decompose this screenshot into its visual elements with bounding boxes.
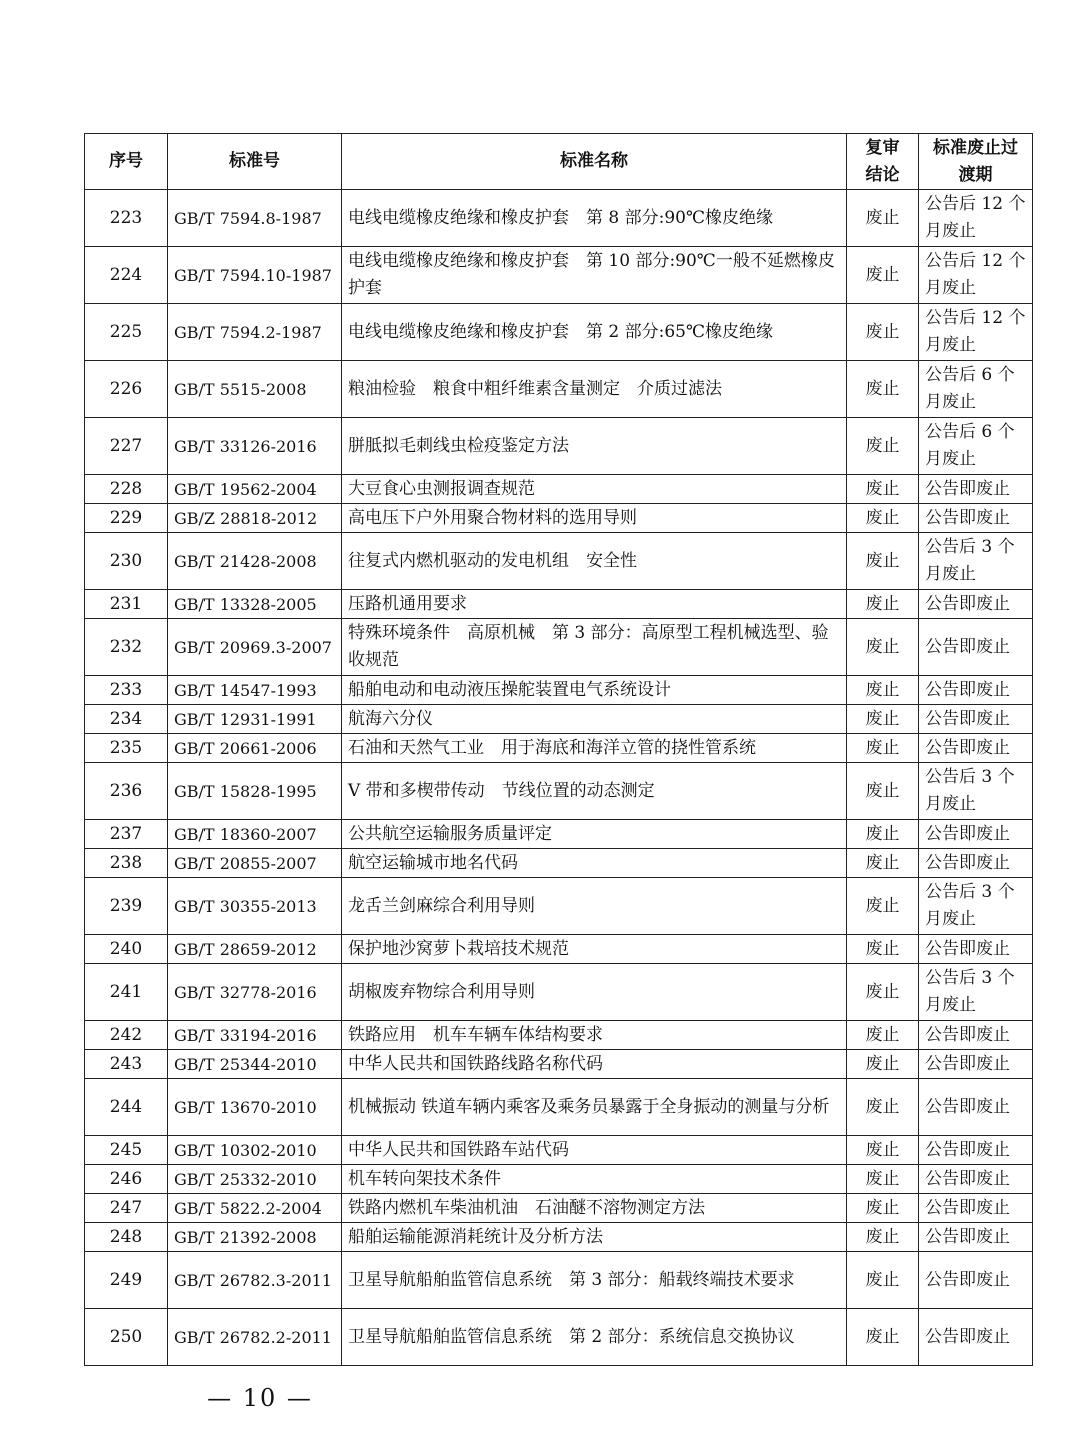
row-seq: 237 [85, 820, 168, 849]
header-seq: 序号 [85, 134, 168, 190]
row-name: 中华人民共和国铁路线路名称代码 [342, 1050, 847, 1079]
row-transition: 公告即废止 [919, 1165, 1033, 1194]
row-conclusion: 废止 [847, 820, 919, 849]
table-row [85, 705, 1033, 734]
row-transition: 公告后 6 个月废止 [919, 418, 1033, 475]
row-seq: 227 [85, 418, 168, 475]
row-conclusion: 废止 [847, 878, 919, 935]
row-seq: 246 [85, 1165, 168, 1194]
row-conclusion: 废止 [847, 763, 919, 820]
row-transition: 公告即废止 [919, 849, 1033, 878]
table-row [85, 964, 1033, 1021]
row-seq: 240 [85, 935, 168, 964]
row-seq: 248 [85, 1223, 168, 1252]
row-seq: 236 [85, 763, 168, 820]
row-name: 机械振动 铁道车辆内乘客及乘务员暴露于全身振动的测量与分析 [342, 1079, 847, 1136]
row-name: 航海六分仪 [342, 705, 847, 734]
row-seq: 243 [85, 1050, 168, 1079]
table-row [85, 619, 1033, 676]
row-seq: 228 [85, 475, 168, 504]
row-seq: 229 [85, 504, 168, 533]
table-row [85, 504, 1033, 533]
table-row [85, 533, 1033, 590]
row-name: 胼胝拟毛刺线虫检疫鉴定方法 [342, 418, 847, 475]
row-code: GB/Z 28818-2012 [168, 504, 342, 533]
row-code: GB/T 18360-2007 [168, 820, 342, 849]
row-conclusion: 废止 [847, 1079, 919, 1136]
row-name: 龙舌兰剑麻综合利用导则 [342, 878, 847, 935]
row-name: V 带和多楔带传动 节线位置的动态测定 [342, 763, 847, 820]
row-name: 铁路应用 机车车辆车体结构要求 [342, 1021, 847, 1050]
standards-table [84, 133, 1033, 1366]
row-name: 粮油检验 粮食中粗纤维素含量测定 介质过滤法 [342, 361, 847, 418]
table-row [85, 1079, 1033, 1136]
row-conclusion: 废止 [847, 361, 919, 418]
row-code: GB/T 25332-2010 [168, 1165, 342, 1194]
page-number: — 10 — [207, 1384, 313, 1412]
row-seq: 224 [85, 247, 168, 304]
row-code: GB/T 21392-2008 [168, 1223, 342, 1252]
table-row [85, 304, 1033, 361]
row-name: 大豆食心虫测报调查规范 [342, 475, 847, 504]
row-code: GB/T 26782.3-2011 [168, 1252, 342, 1309]
row-transition: 公告后 3 个月废止 [919, 964, 1033, 1021]
row-seq: 231 [85, 590, 168, 619]
row-code: GB/T 15828-1995 [168, 763, 342, 820]
row-seq: 234 [85, 705, 168, 734]
row-seq: 233 [85, 676, 168, 705]
row-conclusion: 废止 [847, 1194, 919, 1223]
table-row [85, 418, 1033, 475]
row-name: 特殊环境条件 高原机械 第 3 部分：高原型工程机械选型、验收规范 [342, 619, 847, 676]
row-conclusion: 废止 [847, 1309, 919, 1366]
row-conclusion: 废止 [847, 590, 919, 619]
row-name: 机车转向架技术条件 [342, 1165, 847, 1194]
row-conclusion: 废止 [847, 849, 919, 878]
row-name: 胡椒废弃物综合利用导则 [342, 964, 847, 1021]
row-name: 中华人民共和国铁路车站代码 [342, 1136, 847, 1165]
row-code: GB/T 20969.3-2007 [168, 619, 342, 676]
table-row [85, 849, 1033, 878]
row-code: GB/T 14547-1993 [168, 676, 342, 705]
row-code: GB/T 32778-2016 [168, 964, 342, 1021]
row-transition: 公告即废止 [919, 734, 1033, 763]
header-code: 标准号 [168, 134, 342, 190]
table-row [85, 361, 1033, 418]
row-code: GB/T 10302-2010 [168, 1136, 342, 1165]
row-conclusion: 废止 [847, 504, 919, 533]
row-transition: 公告后 6 个月废止 [919, 361, 1033, 418]
table-body [85, 190, 1033, 1366]
row-seq: 232 [85, 619, 168, 676]
row-name: 电线电缆橡皮绝缘和橡皮护套 第 2 部分:65℃橡皮绝缘 [342, 304, 847, 361]
row-name: 卫星导航船舶监管信息系统 第 2 部分：系统信息交换协议 [342, 1309, 847, 1366]
table-row [85, 1194, 1033, 1223]
row-name: 铁路内燃机车柴油机油 石油醚不溶物测定方法 [342, 1194, 847, 1223]
table-row [85, 676, 1033, 705]
row-transition: 公告后 3 个月废止 [919, 763, 1033, 820]
row-transition: 公告即废止 [919, 1021, 1033, 1050]
table-row [85, 878, 1033, 935]
row-transition: 公告即废止 [919, 590, 1033, 619]
table-row [85, 475, 1033, 504]
row-transition: 公告即废止 [919, 820, 1033, 849]
row-name: 保护地沙窝萝卜栽培技术规范 [342, 935, 847, 964]
row-name: 电线电缆橡皮绝缘和橡皮护套 第 8 部分:90℃橡皮绝缘 [342, 190, 847, 247]
row-seq: 226 [85, 361, 168, 418]
row-code: GB/T 21428-2008 [168, 533, 342, 590]
header-conclusion: 复审结论 [847, 134, 919, 190]
row-transition: 公告即废止 [919, 676, 1033, 705]
row-code: GB/T 20855-2007 [168, 849, 342, 878]
table-header-row [85, 134, 1033, 190]
row-name: 卫星导航船舶监管信息系统 第 3 部分：船载终端技术要求 [342, 1252, 847, 1309]
row-code: GB/T 33126-2016 [168, 418, 342, 475]
header-transition: 标准废止过渡期 [919, 134, 1033, 190]
row-name: 石油和天然气工业 用于海底和海洋立管的挠性管系统 [342, 734, 847, 763]
row-conclusion: 废止 [847, 1223, 919, 1252]
row-conclusion: 废止 [847, 1050, 919, 1079]
row-code: GB/T 7594.8-1987 [168, 190, 342, 247]
row-seq: 225 [85, 304, 168, 361]
row-code: GB/T 13670-2010 [168, 1079, 342, 1136]
row-transition: 公告后 3 个月废止 [919, 878, 1033, 935]
row-code: GB/T 5515-2008 [168, 361, 342, 418]
row-name: 船舶电动和电动液压操舵装置电气系统设计 [342, 676, 847, 705]
row-seq: 244 [85, 1079, 168, 1136]
table-row [85, 763, 1033, 820]
row-transition: 公告即废止 [919, 475, 1033, 504]
row-seq: 230 [85, 533, 168, 590]
row-conclusion: 废止 [847, 1165, 919, 1194]
row-conclusion: 废止 [847, 304, 919, 361]
row-code: GB/T 26782.2-2011 [168, 1309, 342, 1366]
row-conclusion: 废止 [847, 935, 919, 964]
table-row [85, 590, 1033, 619]
row-conclusion: 废止 [847, 1136, 919, 1165]
row-transition: 公告即废止 [919, 1079, 1033, 1136]
row-transition: 公告即废止 [919, 504, 1033, 533]
row-transition: 公告后 12 个月废止 [919, 304, 1033, 361]
table-row [85, 935, 1033, 964]
row-conclusion: 废止 [847, 1252, 919, 1309]
row-transition: 公告后 12 个月废止 [919, 247, 1033, 304]
row-name: 压路机通用要求 [342, 590, 847, 619]
row-transition: 公告即废止 [919, 1252, 1033, 1309]
row-code: GB/T 33194-2016 [168, 1021, 342, 1050]
row-seq: 245 [85, 1136, 168, 1165]
table-row [85, 820, 1033, 849]
row-seq: 250 [85, 1309, 168, 1366]
table-row [85, 247, 1033, 304]
row-code: GB/T 12931-1991 [168, 705, 342, 734]
row-seq: 249 [85, 1252, 168, 1309]
row-code: GB/T 19562-2004 [168, 475, 342, 504]
row-name: 电线电缆橡皮绝缘和橡皮护套 第 10 部分:90℃一般不延燃橡皮护套 [342, 247, 847, 304]
row-transition: 公告后 12 个月废止 [919, 190, 1033, 247]
row-seq: 239 [85, 878, 168, 935]
row-conclusion: 废止 [847, 705, 919, 734]
row-name: 公共航空运输服务质量评定 [342, 820, 847, 849]
table-row [85, 1021, 1033, 1050]
table-row [85, 1252, 1033, 1309]
row-code: GB/T 28659-2012 [168, 935, 342, 964]
table-row [85, 1223, 1033, 1252]
row-code: GB/T 7594.2-1987 [168, 304, 342, 361]
row-code: GB/T 13328-2005 [168, 590, 342, 619]
row-name: 往复式内燃机驱动的发电机组 安全性 [342, 533, 847, 590]
table-row [85, 1165, 1033, 1194]
table-row [85, 1309, 1033, 1366]
row-conclusion: 废止 [847, 190, 919, 247]
row-transition: 公告即废止 [919, 705, 1033, 734]
row-seq: 247 [85, 1194, 168, 1223]
row-transition: 公告即废止 [919, 1223, 1033, 1252]
row-code: GB/T 30355-2013 [168, 878, 342, 935]
row-seq: 242 [85, 1021, 168, 1050]
row-conclusion: 废止 [847, 533, 919, 590]
row-conclusion: 废止 [847, 418, 919, 475]
row-code: GB/T 25344-2010 [168, 1050, 342, 1079]
table-row [85, 734, 1033, 763]
row-conclusion: 废止 [847, 676, 919, 705]
row-code: GB/T 5822.2-2004 [168, 1194, 342, 1223]
row-conclusion: 废止 [847, 475, 919, 504]
row-transition: 公告即废止 [919, 1136, 1033, 1165]
row-seq: 235 [85, 734, 168, 763]
row-seq: 223 [85, 190, 168, 247]
row-name: 船舶运输能源消耗统计及分析方法 [342, 1223, 847, 1252]
row-conclusion: 废止 [847, 619, 919, 676]
row-transition: 公告即废止 [919, 935, 1033, 964]
row-transition: 公告即废止 [919, 619, 1033, 676]
row-transition: 公告即废止 [919, 1309, 1033, 1366]
row-transition: 公告即废止 [919, 1050, 1033, 1079]
row-conclusion: 废止 [847, 734, 919, 763]
row-name: 高电压下户外用聚合物材料的选用导则 [342, 504, 847, 533]
row-code: GB/T 20661-2006 [168, 734, 342, 763]
row-seq: 241 [85, 964, 168, 1021]
table-row [85, 1050, 1033, 1079]
row-conclusion: 废止 [847, 247, 919, 304]
row-conclusion: 废止 [847, 1021, 919, 1050]
row-seq: 238 [85, 849, 168, 878]
table-row [85, 190, 1033, 247]
row-name: 航空运输城市地名代码 [342, 849, 847, 878]
table-row [85, 1136, 1033, 1165]
header-name: 标准名称 [342, 134, 847, 190]
row-transition: 公告即废止 [919, 1194, 1033, 1223]
row-transition: 公告后 3 个月废止 [919, 533, 1033, 590]
row-conclusion: 废止 [847, 964, 919, 1021]
row-code: GB/T 7594.10-1987 [168, 247, 342, 304]
